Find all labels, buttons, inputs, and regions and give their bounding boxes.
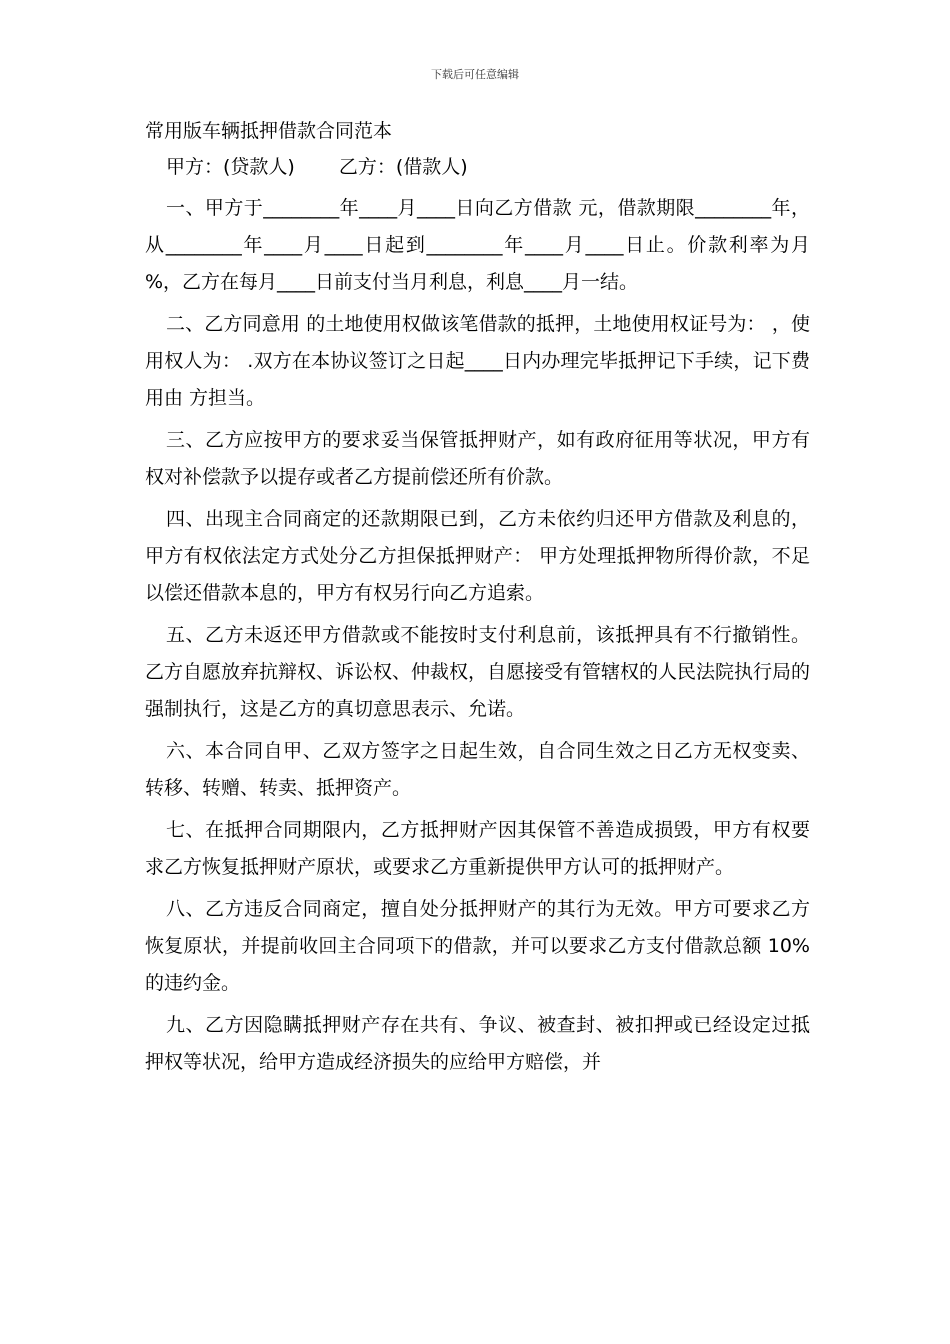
clause-2: 二、乙方同意用 的土地使用权做该笔借款的抵押，土地使用权证号为： ，使用权人为： .双方在本协议签订之日起____日内办理完毕抵押记下手续，记下费用由 方担当。 (145, 313, 810, 409)
party-b-label: 乙方：(借款人) (338, 156, 468, 178)
document-title: 常用版车辆抵押借款合同范本 (145, 120, 393, 142)
clause-6: 六、本合同自甲、乙双方签字之日起生效，自合同生效之日乙方无权变卖、转移、转赠、转卖、抵押资产。 (145, 740, 810, 799)
clause-1: 一、甲方于________年____月____日向乙方借款 元，借款期限________年，从________年____月____日起到________年____月____日止。价款利率为月 %，乙方在每月____日前支付当月利息，利息____月一结。 (145, 197, 810, 293)
clause-9: 九、乙方因隐瞒抵押财产存在共有、争议、被查封、被扣押或已经设定过抵押权等状况，给甲方造成经济损失的应给甲方赔偿，并 (145, 1014, 810, 1073)
parties-line (145, 154, 810, 190)
clause-7: 七、在抵押合同期限内，乙方抵押财产因其保管不善造成损毁，甲方有权要求乙方恢复抵押财产原状，或要求乙方重新提供甲方认可的抵押财产。 (145, 819, 810, 878)
document-body (145, 118, 810, 1086)
clause-4: 四、出现主合同商定的还款期限已到，乙方未依约归还甲方借款及利息的，甲方有权依法定方式处分乙方担保抵押财产： 甲方处理抵押物所得价款，不足以偿还借款本息的，甲方有权另行向乙方追索。 (145, 508, 810, 604)
party-a-label: 甲方：(贷款人) (166, 156, 295, 178)
clause-8: 八、乙方违反合同商定，擅自处分抵押财产的其行为无效。甲方可要求乙方恢复原状，并提前收回主合同项下的借款，并可以要求乙方支付借款总额 10%的违约金。 (145, 898, 810, 994)
page-header-note: 下载后可任意编辑 (431, 68, 519, 81)
clause-5: 五、乙方未返还甲方借款或不能按时支付利息前，该抵押具有不行撤销性。乙方自愿放弃抗辩权、诉讼权、仲裁权，自愿接受有管辖权的人民法院执行局的强制执行，这是乙方的真切意思表示、允诺。 (145, 624, 811, 720)
clause-3: 三、乙方应按甲方的要求妥当保管抵押财产，如有政府征用等状况，甲方有权对补偿款予以提存或者乙方提前偿还所有价款。 (145, 429, 810, 488)
